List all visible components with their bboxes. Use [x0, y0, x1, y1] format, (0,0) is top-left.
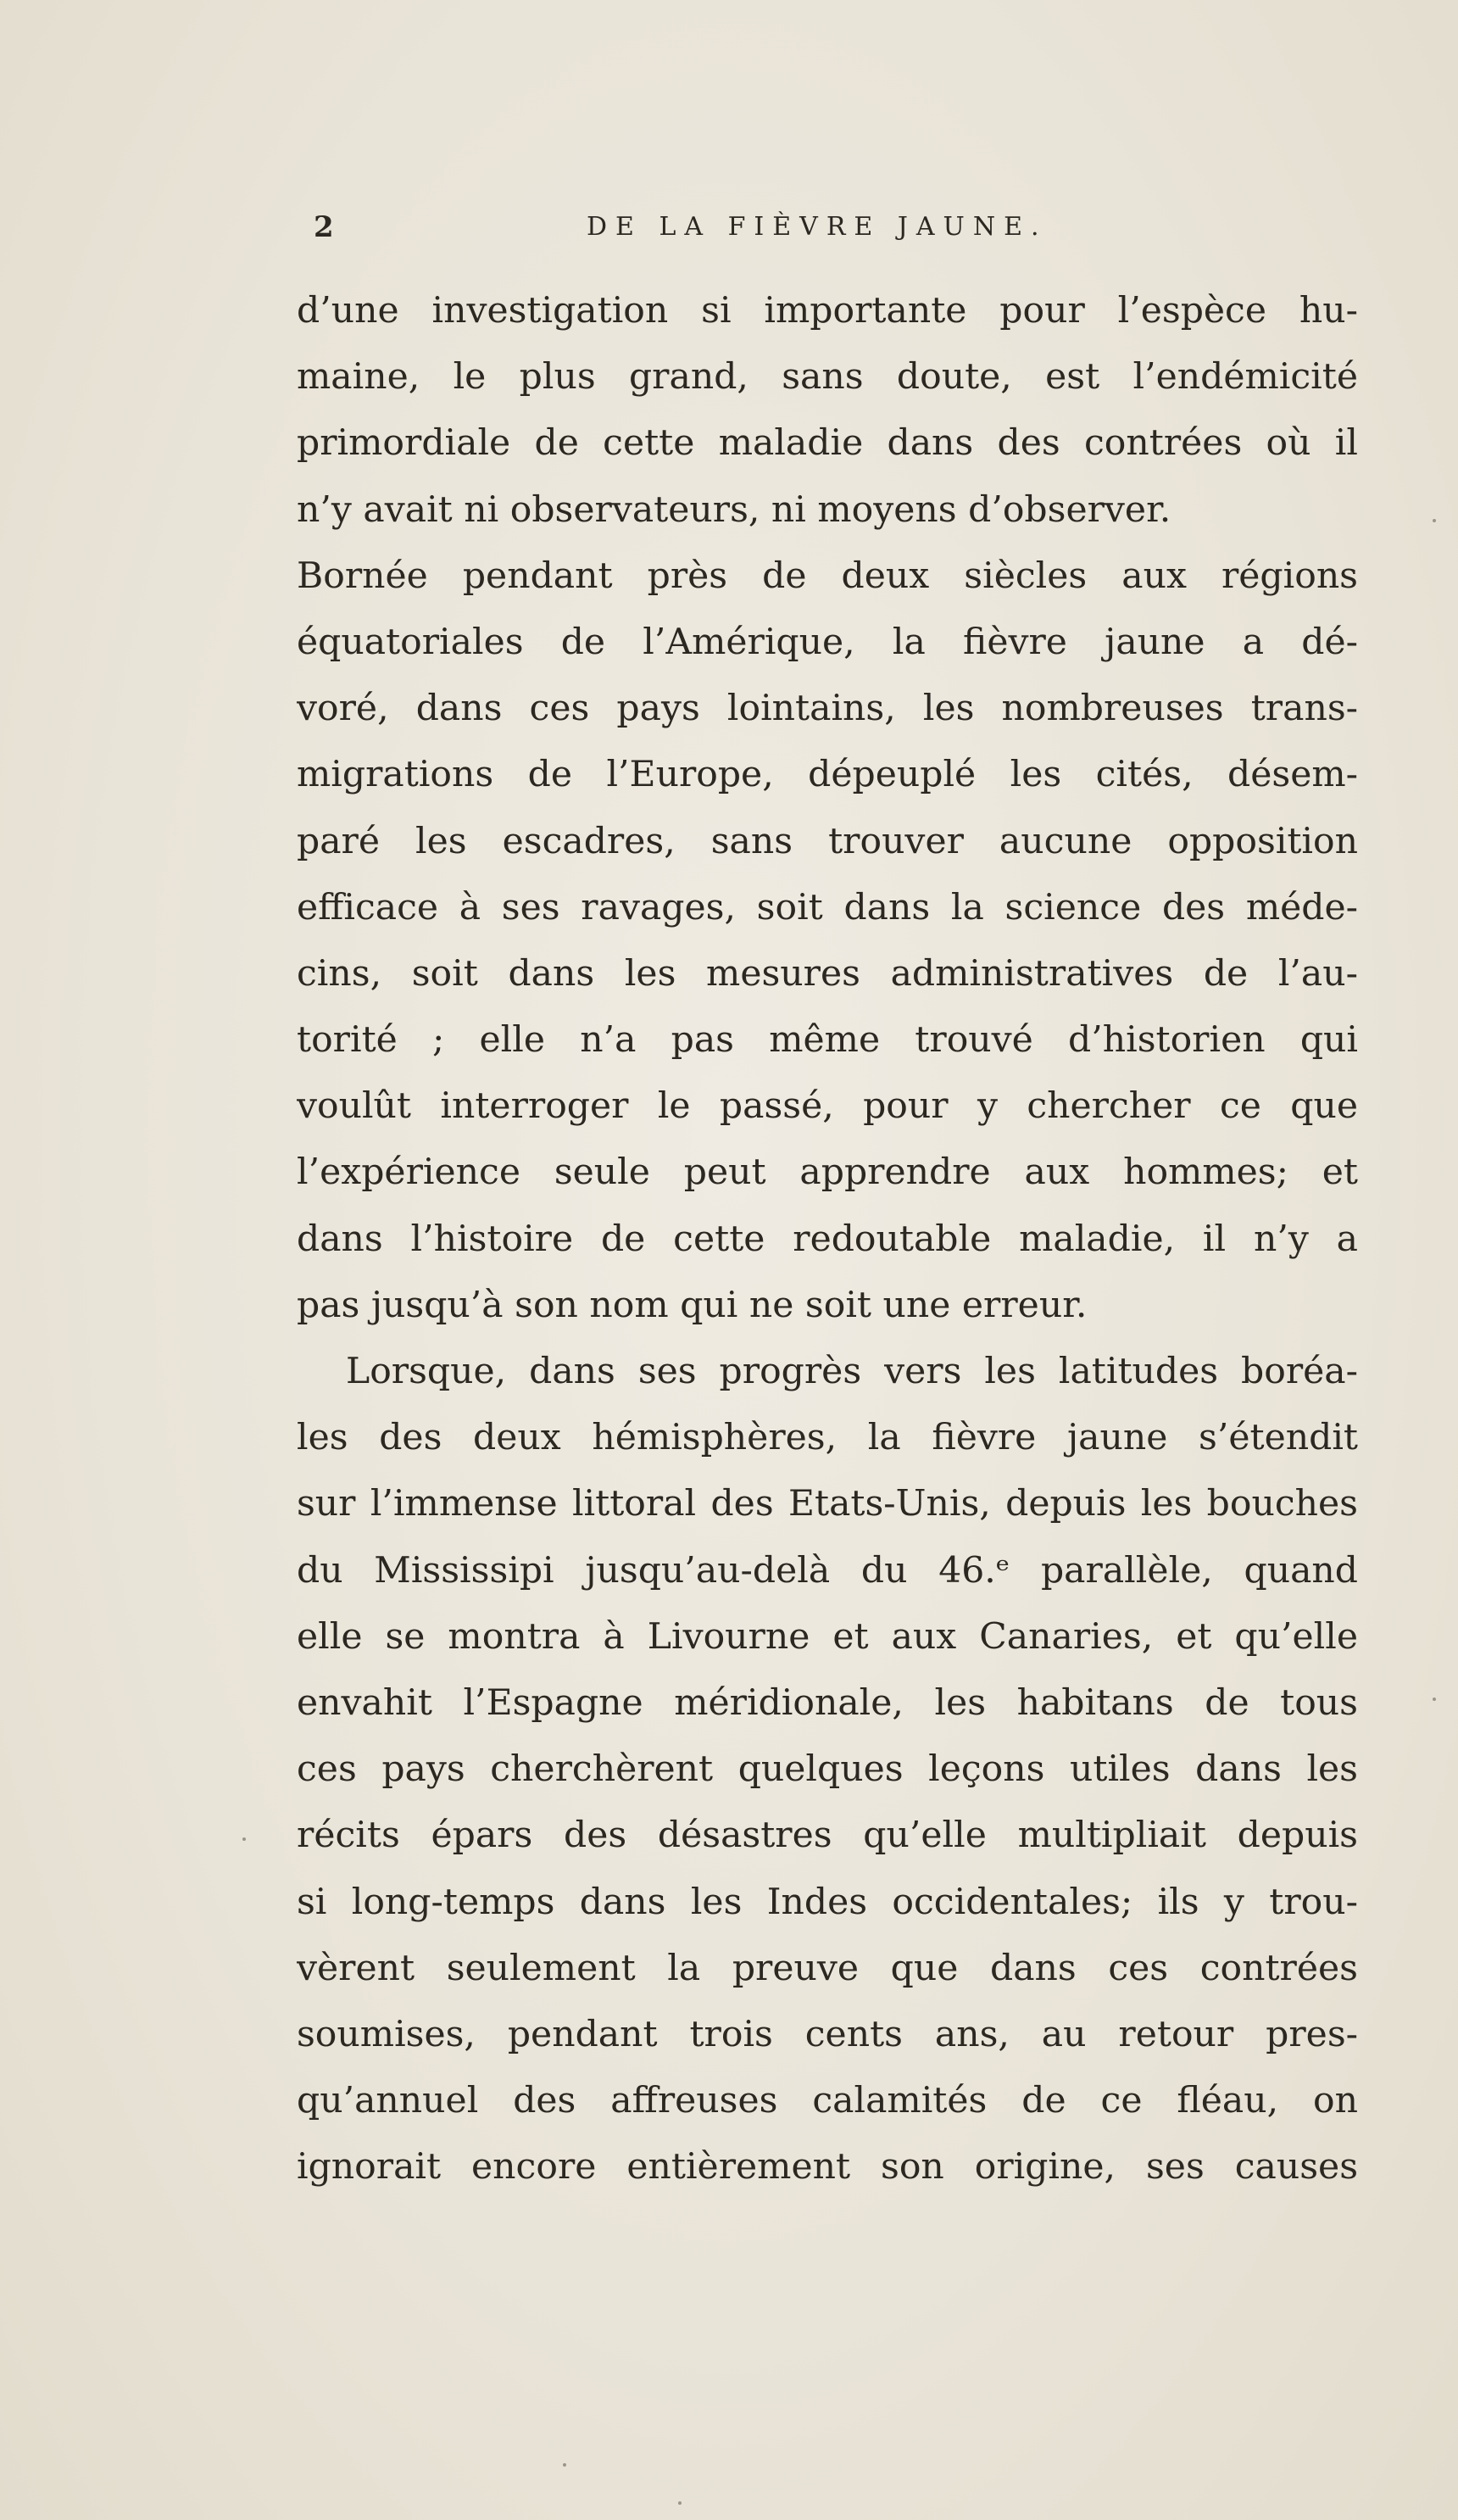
text-line: Bornée pendant près de deux siècles aux régions	[297, 555, 1358, 597]
running-title: DE LA FIÈVRE JAUNE.	[587, 212, 1048, 242]
body-text	[297, 278, 1358, 2200]
paper-speck	[1433, 1698, 1436, 1701]
page-header	[314, 210, 1373, 253]
page-number: 2	[314, 210, 334, 244]
text-line: efficace à ses ravages, soit dans la science des méde-	[297, 886, 1358, 928]
text-line: les des deux hémisphères, la fièvre jaune s’étendit	[297, 1417, 1358, 1459]
paper-speck	[563, 2463, 566, 2467]
text-line: maine, le plus grand, sans doute, est l’endémicité	[297, 356, 1358, 399]
text-line: voré, dans ces pays lointains, les nombreuses trans-	[297, 688, 1358, 730]
text-line: équatoriales de l’Amérique, la fièvre jaune a dé-	[297, 621, 1358, 663]
text-line: sur l’immense littoral des Etats-Unis, depuis les bouches	[297, 1483, 1358, 1525]
paper-speck	[242, 1837, 246, 1841]
text-line: cins, soit dans les mesures administratives de l’au-	[297, 952, 1358, 995]
text-line: ces pays cherchèrent quelques leçons utiles dans les	[297, 1748, 1358, 1791]
text-line: torité ; elle n’a pas même trouvé d’historien qui	[297, 1019, 1358, 1062]
text-line: vèrent seulement la preuve que dans ces contrées	[297, 1947, 1358, 1989]
text-line: si long-temps dans les Indes occidentales; ils y trou-	[297, 1881, 1358, 1923]
text-line: pas jusqu’à son nom qui ne soit une erreur.	[297, 1284, 1088, 1326]
text-line: du Mississipi jusqu’au-delà du 46.ᵉ parallèle, quand	[297, 1549, 1358, 1592]
text-line: ignorait encore entièrement son origine, ses causes	[297, 2146, 1358, 2188]
text-line: récits épars des désastres qu’elle multipliait depuis	[297, 1815, 1358, 1857]
text-line: n’y avait ni observateurs, ni moyens d’observer.	[297, 488, 1171, 531]
text-line: Lorsque, dans ses progrès vers les latitudes boréa-	[346, 1351, 1358, 1392]
text-line: d’une investigation si importante pour l’espèce hu-	[297, 290, 1358, 332]
text-line: l’expérience seule peut apprendre aux hommes; et	[297, 1151, 1358, 1194]
text-line: envahit l’Espagne méridionale, les habitans de tous	[297, 1681, 1358, 1724]
text-line: paré les escadres, sans trouver aucune opposition	[297, 820, 1358, 862]
text-line: dans l’histoire de cette redoutable maladie, il n’y a	[297, 1218, 1358, 1260]
text-line: soumises, pendant trois cents ans, au retour pres-	[297, 2013, 1358, 2055]
text-line: voulût interroger le passé, pour y chercher ce que	[297, 1085, 1358, 1128]
paper-speck	[678, 2501, 682, 2505]
paper-speck	[1433, 519, 1436, 522]
text-line: elle se montra à Livourne et aux Canaries, et qu’elle	[297, 1615, 1358, 1658]
text-line: migrations de l’Europe, dépeuplé les cités, désem-	[297, 754, 1358, 796]
text-line: qu’annuel des affreuses calamités de ce fléau, on	[297, 2080, 1358, 2122]
text-line: primordiale de cette maladie dans des contrées où il	[297, 422, 1358, 465]
